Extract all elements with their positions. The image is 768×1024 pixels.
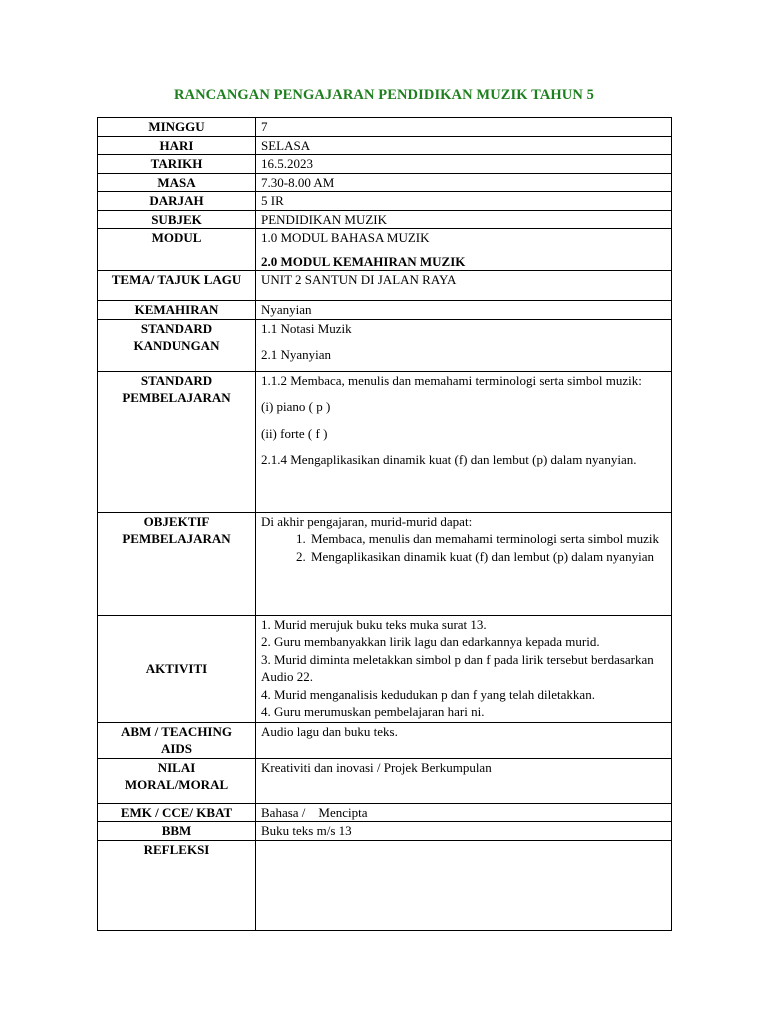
label-masa: MASA — [98, 173, 256, 192]
value-modul — [256, 229, 672, 271]
aktiviti-line-3: 3. Murid diminta meletakkan simbol p dan f pada lirik tersebut berdasarkan Audio 22. — [261, 651, 654, 684]
label-objektif-line-2: PEMBELAJARAN — [122, 531, 231, 546]
value-tema: UNIT 2 SANTUN DI JALAN RAYA — [256, 271, 672, 301]
document-title: RANCANGAN PENGAJARAN PENDIDIKAN MUZIK TAHUN 5 — [173, 87, 595, 103]
label-standard-pembelajaran-line-2: PEMBELAJARAN — [122, 390, 231, 405]
label-aktiviti: AKTIVITI — [98, 615, 256, 722]
lesson-plan-table — [97, 117, 672, 931]
row-emk — [98, 803, 672, 822]
aktiviti-line-2: 2. Guru membanyakkan lirik lagu dan edarkannya kepada murid. — [261, 634, 600, 649]
row-bbm — [98, 822, 672, 841]
value-standard-pembelajaran — [256, 371, 672, 512]
value-tarikh: 16.5.2023 — [256, 155, 672, 174]
value-masa: 7.30-8.00 AM — [256, 173, 672, 192]
standard-pembelajaran-line-4: 2.1.4 Mengaplikasikan dinamik kuat (f) dan lembut (p) dalam nyanyian. — [261, 452, 637, 467]
value-aktiviti — [256, 615, 672, 722]
standard-kandungan-line-2: 2.1 Nyanyian — [261, 347, 332, 362]
label-standard-pembelajaran-line-1: STANDARD — [140, 372, 213, 388]
row-nilai — [98, 758, 672, 803]
row-standard-pembelajaran — [98, 371, 672, 512]
value-emk: Bahasa / Mencipta — [256, 803, 672, 822]
value-subjek: PENDIDIKAN MUZIK — [256, 210, 672, 229]
value-darjah: 5 IR — [256, 192, 672, 211]
value-objektif — [256, 512, 672, 615]
label-refleksi: REFLEKSI — [98, 840, 256, 930]
label-modul: MODUL — [98, 229, 256, 271]
label-standard-pembelajaran — [98, 371, 256, 512]
aktiviti-line-5: 4. Guru merumuskan pembelajaran hari ni. — [261, 704, 485, 719]
label-standard-kandungan-line-2: KANDUNGAN — [133, 338, 220, 353]
standard-pembelajaran-line-1: 1.1.2 Membaca, menulis dan memahami terminologi serta simbol muzik: — [261, 372, 642, 388]
objektif-intro: Di akhir pengajaran, murid-murid dapat: — [261, 513, 473, 529]
label-bbm: BBM — [98, 822, 256, 841]
value-minggu: 7 — [256, 118, 672, 137]
label-nilai — [98, 758, 256, 803]
value-nilai: Kreativiti dan inovasi / Projek Berkumpulan — [256, 758, 672, 803]
aktiviti-line-4: 4. Murid menganalisis kedudukan p dan f yang telah diletakkan. — [261, 686, 595, 702]
row-masa — [98, 173, 672, 192]
modul-line-2: 2.0 MODUL KEMAHIRAN MUZIK — [261, 253, 466, 269]
row-minggu — [98, 118, 672, 137]
label-minggu: MINGGU — [98, 118, 256, 137]
objektif-item-2: 2. Mengaplikasikan dinamik kuat (f) dan lembut (p) dalam nyanyian — [309, 548, 666, 566]
row-objektif — [98, 512, 672, 615]
row-abm — [98, 722, 672, 758]
standard-pembelajaran-line-2: (i) piano ( p ) — [261, 399, 331, 414]
objektif-list — [261, 530, 666, 565]
row-kemahiran — [98, 301, 672, 320]
row-hari — [98, 136, 672, 155]
label-standard-kandungan-line-1: STANDARD — [140, 320, 213, 336]
row-tema — [98, 271, 672, 301]
label-tema: TEMA/ TAJUK LAGU — [98, 271, 256, 301]
label-tarikh: TARIKH — [98, 155, 256, 174]
value-hari: SELASA — [256, 136, 672, 155]
label-abm-line-2: AIDS — [160, 741, 193, 756]
value-bbm: Buku teks m/s 13 — [256, 822, 672, 841]
row-refleksi — [98, 840, 672, 930]
label-emk: EMK / CCE/ KBAT — [98, 803, 256, 822]
row-tarikh — [98, 155, 672, 174]
row-standard-kandungan — [98, 319, 672, 371]
row-subjek — [98, 210, 672, 229]
label-objektif — [98, 512, 256, 615]
value-standard-kandungan — [256, 319, 672, 371]
standard-kandungan-line-1: 1.1 Notasi Muzik — [261, 320, 352, 336]
label-nilai-line-1: NILAI — [157, 759, 196, 775]
value-refleksi — [256, 840, 672, 930]
label-hari: HARI — [98, 136, 256, 155]
row-darjah — [98, 192, 672, 211]
label-subjek: SUBJEK — [98, 210, 256, 229]
value-kemahiran: Nyanyian — [256, 301, 672, 320]
label-abm-line-1: ABM / TEACHING — [121, 723, 232, 739]
aktiviti-line-1: 1. Murid merujuk buku teks muka surat 13. — [261, 616, 487, 632]
row-modul — [98, 229, 672, 271]
standard-pembelajaran-line-3: (ii) forte ( f ) — [261, 425, 328, 441]
label-objektif-line-1: OBJEKTIF — [143, 513, 210, 529]
label-nilai-line-2: MORAL/MORAL — [124, 777, 229, 792]
objektif-item-1: 1. Membaca, menulis dan memahami terminologi serta simbol muzik — [309, 530, 666, 548]
row-aktiviti — [98, 615, 672, 722]
label-darjah: DARJAH — [98, 192, 256, 211]
label-abm — [98, 722, 256, 758]
value-abm: Audio lagu dan buku teks. — [256, 722, 672, 758]
label-kemahiran: KEMAHIRAN — [98, 301, 256, 320]
label-standard-kandungan — [98, 319, 256, 371]
modul-line-1: 1.0 MODUL BAHASA MUZIK — [261, 230, 430, 245]
